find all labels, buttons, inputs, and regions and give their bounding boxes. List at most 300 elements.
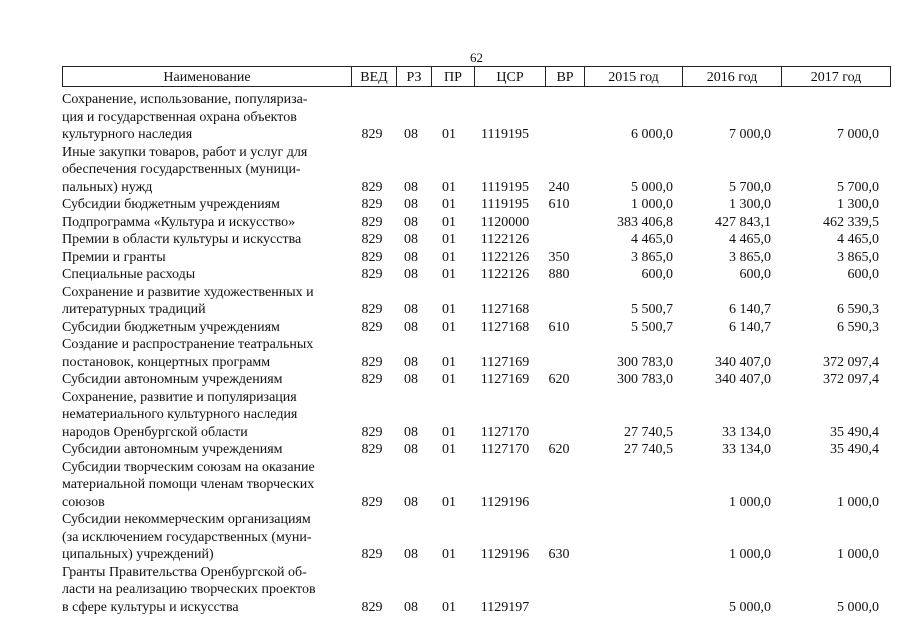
cell-y2015-value: 383 406,8 [617,214,673,230]
cell-vr [540,336,578,371]
cell-ved-value: 829 [361,494,383,510]
cell-vr [540,284,578,319]
header-csr: ЦСР [475,67,546,87]
cell-pr-value: 01 [442,249,456,265]
cell-ved-value: 829 [361,232,383,247]
cell-y2016-value: 600,0 [739,267,771,282]
header-rz: РЗ [397,67,432,87]
cell-vr [540,266,578,284]
cell-y2015 [578,284,675,319]
cell-y2015 [578,196,675,214]
cell-y2017-value: 1 000,0 [837,547,879,562]
cell-rz [394,319,428,337]
cell-csr [470,371,540,389]
cell-y2016-value: 7 000,0 [729,127,771,142]
table-row [62,564,881,617]
row-name-line: материальной помощи членам творческих [62,477,315,492]
cell-y2015 [578,144,675,197]
cell-y2015-value: 300 783,0 [617,372,673,387]
cell-y2017-value: 1 000,0 [837,494,879,510]
cell-pr [428,319,470,337]
cell-y2016 [675,319,773,337]
cell-y2017-value: 600,0 [847,267,879,282]
cell-csr-value: 1119195 [481,127,529,142]
table-row [62,266,881,284]
cell-csr [470,389,540,442]
cell-csr [470,266,540,284]
cell-pr-value: 01 [442,232,456,247]
cell-csr-value: 1129197 [480,599,530,615]
cell-rz-value: 08 [404,249,418,265]
cell-vr [540,214,578,232]
cell-pr [428,249,470,267]
cell-pr [428,371,470,389]
cell-y2017 [773,249,881,267]
cell-y2015 [578,511,675,564]
cell-y2016-value: 340 407,0 [715,354,771,370]
cell-y2016 [675,231,773,249]
cell-csr-value: 1119195 [481,179,529,195]
row-name-line: нематериального культурного наследия [62,407,298,422]
cell-y2016-value: 33 134,0 [722,442,771,457]
cell-y2015 [578,319,675,337]
cell-rz [394,511,428,564]
cell-y2017-value: 35 490,4 [830,442,879,457]
cell-rz [394,336,428,371]
cell-y2016 [675,284,773,319]
row-name-line: Премии и гранты [62,249,166,265]
cell-pr [428,564,470,617]
cell-y2015 [578,266,675,284]
cell-ved [350,214,394,232]
table-row [62,144,881,197]
cell-y2016 [675,144,773,197]
row-name-line: Субсидии некоммерческим организациям [62,512,311,527]
row-name-line: Создание и распространение театральных [62,337,314,352]
cell-pr [428,284,470,319]
cell-ved-value: 829 [361,214,383,230]
row-name-line: Сохранение и развитие художественных и [62,284,314,300]
header-name: Наименование [63,67,352,87]
header-2017: 2017 год [782,67,891,87]
cell-y2017 [773,231,881,249]
cell-y2015 [578,459,675,512]
cell-rz [394,91,428,144]
row-name [62,284,350,319]
row-name-line: культурного наследия [62,127,193,142]
cell-pr-value: 01 [442,302,456,317]
cell-rz-value: 08 [404,354,418,370]
cell-rz-value: 08 [404,302,418,317]
cell-ved [350,389,394,442]
cell-y2015-value: 5 500,7 [631,319,673,335]
row-name-line: Иные закупки товаров, работ и услуг для [62,144,308,160]
row-name-line: Субсидии бюджетным учреждениям [62,319,280,335]
cell-y2016-value: 4 465,0 [729,232,771,247]
cell-vr [540,511,578,564]
cell-y2016-value: 6 140,7 [729,319,771,335]
table-row [62,196,881,214]
cell-y2016-value: 1 300,0 [729,197,771,212]
header-pr: ПР [432,67,475,87]
cell-y2016 [675,249,773,267]
cell-y2017-value: 3 865,0 [837,249,879,265]
cell-vr-value: 620 [548,372,570,387]
cell-csr [470,441,540,459]
cell-ved [350,511,394,564]
row-name [62,231,350,249]
cell-y2017-value: 4 465,0 [837,232,879,247]
cell-ved-value: 829 [361,442,383,457]
cell-rz [394,371,428,389]
cell-csr-value: 1127170 [480,424,530,440]
cell-y2015 [578,389,675,442]
cell-vr-value: 610 [548,319,570,335]
cell-y2017 [773,371,881,389]
row-name [62,389,350,442]
cell-y2015-value: 3 865,0 [631,249,673,265]
cell-pr-value: 01 [442,267,456,282]
cell-y2015 [578,231,675,249]
cell-pr-value: 01 [442,127,456,142]
cell-ved [350,441,394,459]
cell-pr-value: 01 [442,424,456,440]
cell-pr [428,459,470,512]
cell-ved-value: 829 [361,249,383,265]
cell-pr-value: 01 [442,547,456,562]
table-row [62,459,881,512]
row-name-line: в сфере культуры и искусства [62,599,239,615]
cell-vr [540,371,578,389]
row-name [62,441,350,459]
cell-ved [350,319,394,337]
cell-ved-value: 829 [361,197,383,212]
row-name-line: Гранты Правительства Оренбургской об- [62,564,307,580]
cell-y2017 [773,511,881,564]
cell-y2017 [773,144,881,197]
cell-y2015 [578,91,675,144]
cell-y2017-value: 7 000,0 [837,127,879,142]
cell-ved [350,231,394,249]
cell-csr [470,459,540,512]
cell-y2015 [578,564,675,617]
header-vr: ВР [546,67,585,87]
cell-y2017 [773,389,881,442]
table-row [62,441,881,459]
row-name-line: ласти на реализацию творческих проектов [62,582,316,597]
row-name-line: (за исключением государственных (муни- [62,529,312,545]
cell-y2015 [578,336,675,371]
row-name [62,91,350,144]
cell-csr-value: 1127168 [480,302,530,317]
cell-pr-value: 01 [442,354,456,370]
cell-y2015-value: 27 740,5 [624,442,673,457]
table-row [62,284,881,319]
cell-vr [540,144,578,197]
cell-rz [394,144,428,197]
cell-pr [428,144,470,197]
cell-pr-value: 01 [442,214,456,230]
row-name-line: Субсидии автономным учреждениям [62,442,283,457]
cell-rz [394,249,428,267]
row-name-line: Премии в области культуры и искусства [62,232,302,247]
cell-ved-value: 829 [361,599,383,615]
cell-csr [470,284,540,319]
cell-csr-value: 1120000 [480,214,530,230]
cell-pr-value: 01 [442,197,456,212]
cell-y2015-value: 300 783,0 [617,354,673,370]
cell-y2015-value: 1 000,0 [631,197,673,212]
cell-rz-value: 08 [404,214,418,230]
cell-pr-value: 01 [442,179,456,195]
cell-pr [428,214,470,232]
cell-y2016-value: 1 000,0 [729,494,771,510]
cell-pr-value: 01 [442,599,456,615]
cell-pr [428,266,470,284]
cell-ved [350,564,394,617]
cell-csr-value: 1127169 [480,354,530,370]
row-name-line: Сохранение, использование, популяриза- [62,92,308,107]
row-name-line: ция и государственная охрана объектов [62,109,297,125]
cell-y2016-value: 427 843,1 [715,214,771,230]
cell-y2016 [675,441,773,459]
table-row [62,371,881,389]
cell-y2017 [773,214,881,232]
cell-rz-value: 08 [404,232,418,247]
cell-rz-value: 08 [404,494,418,510]
cell-rz [394,214,428,232]
cell-rz [394,231,428,249]
cell-ved [350,196,394,214]
cell-y2017-value: 1 300,0 [837,197,879,212]
cell-csr [470,196,540,214]
budget-table [62,91,881,616]
cell-y2015 [578,214,675,232]
cell-csr-value: 1122126 [480,267,530,282]
cell-y2016-value: 5 000,0 [729,599,771,615]
cell-y2015-value: 4 465,0 [631,232,673,247]
cell-csr [470,249,540,267]
cell-y2015-value: 27 740,5 [624,424,673,440]
cell-rz [394,284,428,319]
row-name [62,249,350,267]
cell-y2016 [675,371,773,389]
cell-ved [350,91,394,144]
table-row [62,249,881,267]
header-2015: 2015 год [585,67,683,87]
cell-vr-value: 240 [548,179,570,195]
cell-rz [394,459,428,512]
cell-rz-value: 08 [404,442,418,457]
cell-y2017 [773,266,881,284]
row-name [62,511,350,564]
cell-y2017 [773,459,881,512]
cell-vr [540,564,578,617]
row-name-line: постановок, концертных программ [62,354,271,370]
header-2016: 2016 год [683,67,782,87]
cell-ved [350,336,394,371]
cell-csr [470,564,540,617]
cell-ved-value: 829 [361,547,383,562]
cell-csr-value: 1122126 [480,232,530,247]
cell-ved [350,266,394,284]
cell-pr-value: 01 [442,494,456,510]
cell-pr-value: 01 [442,319,456,335]
cell-pr [428,91,470,144]
cell-pr-value: 01 [442,372,456,387]
cell-vr-value: 880 [548,267,570,282]
row-name-line: Специальные расходы [62,267,196,282]
cell-y2016-value: 5 700,0 [729,179,771,195]
cell-ved [350,144,394,197]
cell-pr [428,336,470,371]
cell-csr [470,144,540,197]
cell-vr [540,231,578,249]
cell-y2016-value: 6 140,7 [729,302,771,317]
row-name-line: пальных) нужд [62,179,153,195]
table-row [62,336,881,371]
row-name [62,371,350,389]
cell-y2017 [773,336,881,371]
cell-y2017-value: 372 097,4 [823,354,879,370]
header-ved: ВЕД [352,67,397,87]
cell-ved-value: 829 [361,127,383,142]
cell-ved-value: 829 [361,372,383,387]
cell-ved-value: 829 [361,302,383,317]
row-name [62,196,350,214]
cell-vr-value: 610 [548,197,570,212]
row-name [62,319,350,337]
cell-csr [470,214,540,232]
row-name-line: народов Оренбургской области [62,424,248,440]
row-name-line: Субсидии творческим союзам на оказание [62,459,315,475]
cell-y2015 [578,249,675,267]
row-name-line: Субсидии бюджетным учреждениям [62,197,280,212]
cell-y2015-value: 6 000,0 [631,127,673,142]
cell-ved-value: 829 [361,424,383,440]
table-row [62,91,881,144]
row-name-line: Сохранение, развитие и популяризация [62,389,297,405]
cell-y2017 [773,196,881,214]
cell-rz-value: 08 [404,372,418,387]
cell-y2016 [675,511,773,564]
cell-y2015-value: 600,0 [641,267,673,282]
cell-rz-value: 08 [404,127,418,142]
cell-y2016 [675,214,773,232]
cell-rz-value: 08 [404,179,418,195]
row-name [62,336,350,371]
cell-vr-value: 350 [548,249,570,265]
cell-y2017 [773,564,881,617]
cell-ved-value: 829 [361,319,383,335]
row-name-line: ципальных) учреждений) [62,547,214,562]
cell-rz-value: 08 [404,599,418,615]
cell-y2017-value: 372 097,4 [823,372,879,387]
cell-rz [394,196,428,214]
row-name-line: обеспечения государственных (муници- [62,162,301,177]
cell-y2017 [773,319,881,337]
cell-y2015-value: 5 500,7 [631,302,673,317]
cell-y2016-value: 3 865,0 [729,249,771,265]
row-name-line: Подпрограмма «Культура и искусство» [62,214,296,230]
cell-y2015 [578,371,675,389]
cell-y2016 [675,91,773,144]
table-row [62,231,881,249]
page-number: 62 [470,50,483,65]
cell-y2017-value: 6 590,3 [837,319,879,335]
cell-csr-value: 1127168 [480,319,530,335]
cell-rz-value: 08 [404,197,418,212]
cell-vr [540,91,578,144]
cell-y2017-value: 35 490,4 [830,424,879,440]
cell-vr [540,196,578,214]
cell-y2015-value [673,600,675,615]
table-header [62,66,891,87]
cell-rz [394,266,428,284]
table-row [62,319,881,337]
cell-rz [394,441,428,459]
cell-csr-value: 1127169 [480,372,530,387]
cell-vr [540,441,578,459]
cell-pr [428,511,470,564]
cell-y2015-value [673,547,675,562]
row-name [62,214,350,232]
cell-csr-value: 1119195 [481,197,529,212]
cell-y2017-value: 462 339,5 [823,214,879,230]
cell-vr [540,389,578,442]
cell-y2015-value [673,495,675,510]
row-name [62,564,350,617]
cell-ved [350,284,394,319]
table-row [62,389,881,442]
cell-rz-value: 08 [404,319,418,335]
cell-rz-value: 08 [404,424,418,440]
cell-ved [350,371,394,389]
row-name [62,459,350,512]
cell-y2016 [675,564,773,617]
cell-y2016 [675,266,773,284]
cell-pr [428,196,470,214]
cell-y2017-value: 6 590,3 [837,302,879,317]
table-row [62,511,881,564]
cell-pr [428,441,470,459]
cell-y2016-value: 340 407,0 [715,372,771,387]
cell-csr [470,91,540,144]
cell-csr-value: 1127170 [480,442,530,457]
cell-pr-value: 01 [442,442,456,457]
cell-csr-value: 1122126 [480,249,530,265]
cell-y2016-value: 1 000,0 [729,547,771,562]
cell-y2015 [578,441,675,459]
cell-y2017-value: 5 000,0 [837,599,879,615]
cell-pr [428,389,470,442]
cell-y2016 [675,389,773,442]
cell-vr-value: 620 [548,442,570,457]
row-name [62,266,350,284]
cell-rz [394,389,428,442]
row-name-line: союзов [62,494,105,510]
cell-y2017-value: 5 700,0 [837,179,879,195]
cell-pr [428,231,470,249]
cell-ved-value: 829 [361,267,383,282]
cell-rz [394,564,428,617]
cell-ved [350,249,394,267]
cell-y2017 [773,91,881,144]
cell-vr [540,249,578,267]
table-row [62,214,881,232]
cell-csr [470,319,540,337]
cell-csr [470,511,540,564]
